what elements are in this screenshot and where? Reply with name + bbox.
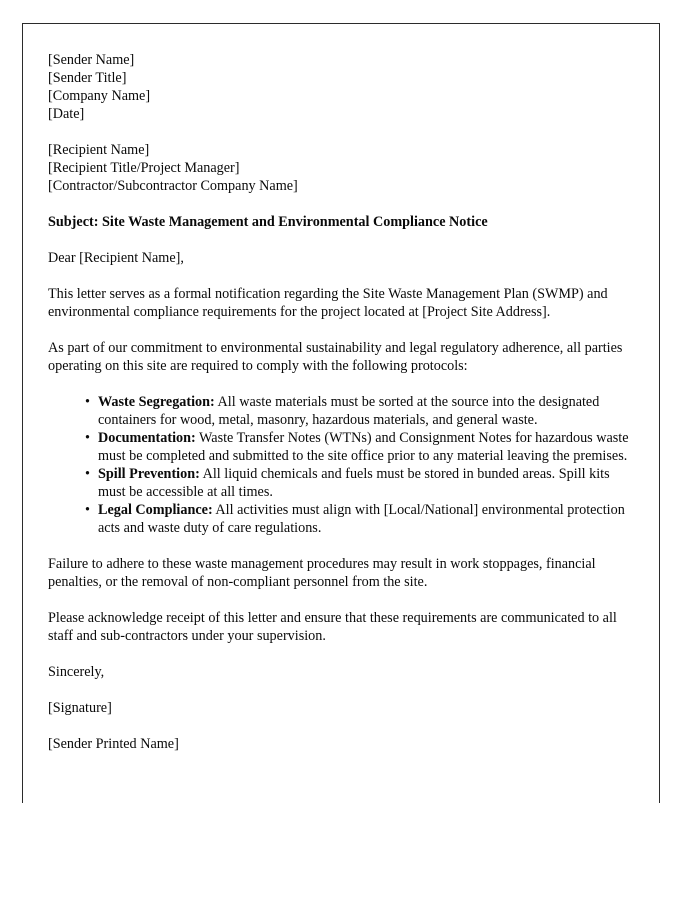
recipient-name: [Recipient Name] <box>48 142 150 158</box>
salutation: Dear [Recipient Name], <box>48 250 184 266</box>
protocol-text: All liquid chemicals and fuels must be stored in bunded areas. Spill kits must be accessible at all times. <box>98 466 610 500</box>
protocol-text: All activities must align with [Local/National] environmental protection acts and waste duty of care regulations. <box>98 502 625 536</box>
letter-page <box>22 23 660 803</box>
list-item <box>85 501 633 537</box>
sender-title: [Sender Title] <box>48 70 127 86</box>
consequence-paragraph: Failure to adhere to these waste management procedures may result in work stoppages, financial penalties, or the removal of non-compliant personnel from the site. <box>48 556 596 590</box>
list-item <box>85 429 633 465</box>
recipient-address-block <box>48 141 633 195</box>
acknowledgement-paragraph: Please acknowledge receipt of this letter and ensure that these requirements are communicated to all staff and sub-contractors under your supervision. <box>48 610 617 644</box>
intro-paragraph: This letter serves as a formal notification regarding the Site Waste Management Plan (SWMP) and environmental compliance requirements for the project located at [Project Site Address]. <box>48 286 608 320</box>
closing-salutation: Sincerely, <box>48 664 105 680</box>
protocol-label: Documentation: <box>98 430 196 446</box>
letter-date: [Date] <box>48 106 85 122</box>
letter-body <box>23 24 659 753</box>
protocol-label: Spill Prevention: <box>98 466 200 482</box>
protocol-text: All waste materials must be sorted at the source into the designated containers for wood, metal, masonry, hazardous materials, and general waste. <box>98 394 600 428</box>
list-item <box>85 465 633 501</box>
list-item <box>85 393 633 429</box>
recipient-title: [Recipient Title/Project Manager] <box>48 160 240 176</box>
sender-address-block <box>48 51 633 123</box>
protocol-text: Waste Transfer Notes (WTNs) and Consignment Notes for hazardous waste must be completed and submitted to the site office prior to any material leaving the premises. <box>98 430 629 464</box>
sender-name: [Sender Name] <box>48 52 135 68</box>
lead-in-paragraph: As part of our commitment to environmental sustainability and legal regulatory adherence, all parties operating on this site are required to comply with the following protocols: <box>48 340 623 374</box>
recipient-company: [Contractor/Subcontractor Company Name] <box>48 178 298 194</box>
protocol-label: Legal Compliance: <box>98 502 213 518</box>
subject-line: Subject: Site Waste Management and Environmental Compliance Notice <box>48 214 488 230</box>
signature-placeholder: [Signature] <box>48 700 112 716</box>
printed-name-placeholder: [Sender Printed Name] <box>48 736 179 752</box>
sender-company: [Company Name] <box>48 88 151 104</box>
protocol-label: Waste Segregation: <box>98 394 215 410</box>
protocol-list <box>48 393 633 537</box>
